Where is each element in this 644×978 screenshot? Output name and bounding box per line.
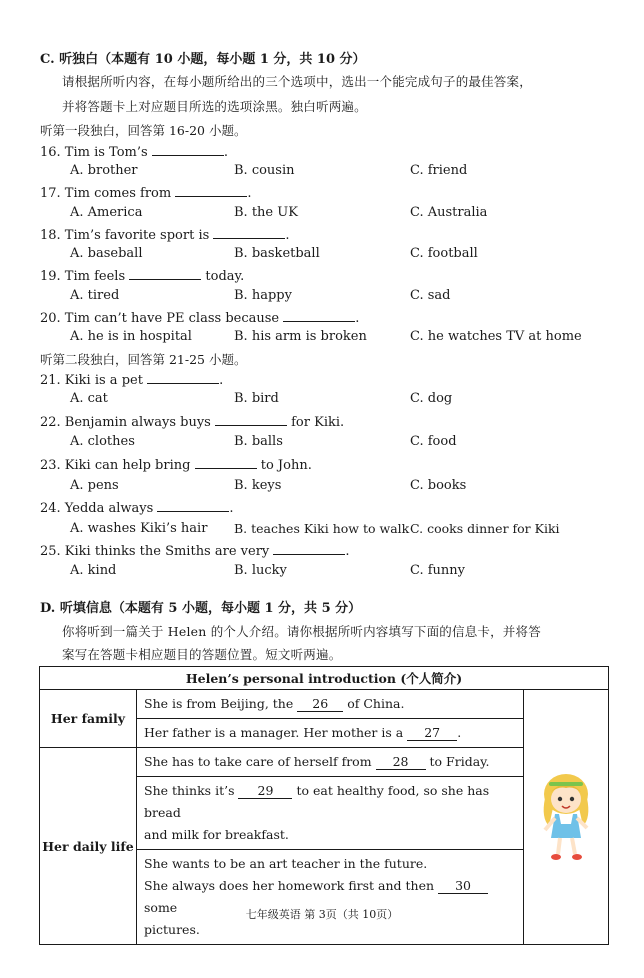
question-tail: . — [355, 311, 360, 326]
question-text: 25. Kiki thinks the Smiths are very — [40, 544, 270, 559]
question-tail: . — [223, 145, 228, 160]
question-text: 20. Tim can’t have PE class because — [40, 311, 280, 326]
answer-blank — [213, 226, 285, 239]
her-family-label: Her family — [40, 690, 137, 748]
answer-blank — [152, 143, 224, 156]
question-text: 19. Tim feels — [40, 269, 126, 284]
option-a: A. brother — [70, 163, 138, 178]
option-c: C. Australia — [410, 205, 488, 220]
section-d-instruction-2: 案写在答题卡相应题目的答题位置。短文听两遍。 — [62, 647, 342, 662]
question-20 — [40, 309, 359, 326]
question-25 — [40, 542, 350, 559]
option-a: A. baseball — [70, 246, 143, 261]
answer-blank — [147, 371, 219, 384]
option-b: B. happy — [234, 288, 292, 303]
option-b: B. his arm is broken — [234, 329, 367, 344]
question-tail: . — [219, 373, 224, 388]
daily-row-2 — [137, 777, 524, 850]
section-d-heading: D. 听填信息（本题有 5 小题，每小题 1 分，共 5 分） — [40, 601, 362, 616]
option-c: C. books — [410, 478, 467, 493]
question-text: 24. Yedda always — [40, 501, 154, 516]
option-a: A. he is in hospital — [70, 329, 192, 344]
answer-blank — [157, 499, 229, 512]
row-text: She thinks it’s — [144, 783, 235, 798]
option-c: C. funny — [410, 563, 466, 578]
row-text: Her father is a manager. Her mother is a — [144, 725, 404, 740]
option-c: C. cooks dinner for Kiki — [410, 521, 560, 536]
option-a: A. tired — [70, 288, 120, 303]
question-tail: to John. — [256, 458, 312, 473]
blank-30: 30 — [438, 879, 488, 894]
question-text: 16. Tim is Tom’s — [40, 145, 148, 160]
answer-blank — [273, 542, 345, 555]
question-tail: for Kiki. — [286, 415, 345, 430]
section-d-instruction-1: 你将听到一篇关于 Helen 的个人介绍。请你根据所听内容填写下面的信息卡，并将答 — [62, 624, 541, 639]
option-b: B. bird — [234, 391, 279, 406]
question-text: 18. Tim’s favorite sport is — [40, 228, 210, 243]
question-text: 22. Benjamin always buys — [40, 415, 211, 430]
row-text: She has to take care of herself from — [144, 754, 372, 769]
option-b: B. lucky — [234, 563, 287, 578]
option-b: B. basketball — [234, 246, 320, 261]
question-18 — [40, 226, 290, 243]
girl-illustration — [535, 768, 597, 864]
answer-blank — [283, 309, 355, 322]
question-tail: . — [229, 501, 234, 516]
page-footer: 七年级英语 第 3页（共 10页） — [245, 908, 399, 921]
her-daily-life-label: Her daily life — [40, 748, 137, 945]
row-text: and milk for breakfast. — [144, 827, 289, 842]
section-c-heading: C. 听独白（本题有 10 小题，每小题 1 分，共 10 分） — [40, 52, 366, 67]
row-text: to Friday. — [429, 754, 490, 769]
blank-26: 26 — [297, 697, 343, 712]
row-text: She wants to be an art teacher in the future. — [144, 856, 428, 871]
blank-29: 29 — [238, 784, 292, 799]
question-24 — [40, 499, 234, 516]
option-b: B. keys — [234, 478, 282, 493]
question-tail: . — [247, 186, 252, 201]
part-1-heading: 听第一段独白，回答第 16-20 小题。 — [40, 123, 247, 138]
answer-blank — [195, 456, 257, 469]
answer-blank — [129, 267, 201, 280]
family-row-1 — [137, 690, 524, 719]
option-c: C. he watches TV at home — [410, 329, 582, 344]
daily-row-1 — [137, 748, 524, 777]
question-tail: today. — [201, 269, 245, 284]
question-21 — [40, 371, 223, 388]
option-b: B. balls — [234, 434, 283, 449]
row-text: of China. — [347, 696, 405, 711]
question-text: 21. Kiki is a pet — [40, 373, 143, 388]
option-a: A. cat — [70, 391, 108, 406]
section-c-instruction-2: 并将答题卡上对应题目所选的选项涂黑。独白听两遍。 — [62, 99, 367, 114]
answer-blank — [215, 413, 287, 426]
section-c-instruction-1: 请根据所听内容，在每小题所给出的三个选项中，选出一个能完成句子的最佳答案， — [62, 74, 532, 89]
question-22 — [40, 413, 344, 430]
option-a: A. washes Kiki’s hair — [70, 521, 208, 536]
option-a: A. clothes — [70, 434, 135, 449]
question-text: 23. Kiki can help bring — [40, 458, 191, 473]
blank-28: 28 — [376, 755, 426, 770]
question-16 — [40, 143, 228, 160]
row-text: She is from Beijing, the — [144, 696, 294, 711]
question-tail: . — [345, 544, 350, 559]
answer-blank — [175, 184, 247, 197]
daily-row-3 — [137, 850, 524, 945]
option-a: A. pens — [70, 478, 119, 493]
question-23 — [40, 456, 312, 473]
row-text: to eat healthy food, so she has bread — [144, 783, 490, 820]
option-c: C. food — [410, 434, 457, 449]
row-text: She always does her homework first and then — [144, 878, 435, 893]
row-text: pictures. — [144, 922, 200, 937]
option-b: B. cousin — [234, 163, 295, 178]
option-b: B. teaches Kiki how to walk — [234, 521, 410, 536]
family-row-2 — [137, 719, 524, 748]
card-title: Helen’s personal introduction (个人简介) — [40, 667, 609, 690]
part-2-heading: 听第二段独白，回答第 21-25 小题。 — [40, 352, 247, 367]
question-tail: . — [285, 228, 290, 243]
option-c: C. dog — [410, 391, 453, 406]
option-c: C. sad — [410, 288, 451, 303]
row-text: . — [457, 725, 462, 740]
option-a: A. America — [70, 205, 143, 220]
option-c: C. friend — [410, 163, 468, 178]
question-17 — [40, 184, 252, 201]
option-b: B. the UK — [234, 205, 298, 220]
question-text: 17. Tim comes from — [40, 186, 172, 201]
blank-27: 27 — [407, 726, 457, 741]
option-a: A. kind — [70, 563, 117, 578]
info-card — [39, 666, 609, 945]
row-text: some — [144, 900, 178, 915]
option-c: C. football — [410, 246, 478, 261]
question-19 — [40, 267, 244, 284]
